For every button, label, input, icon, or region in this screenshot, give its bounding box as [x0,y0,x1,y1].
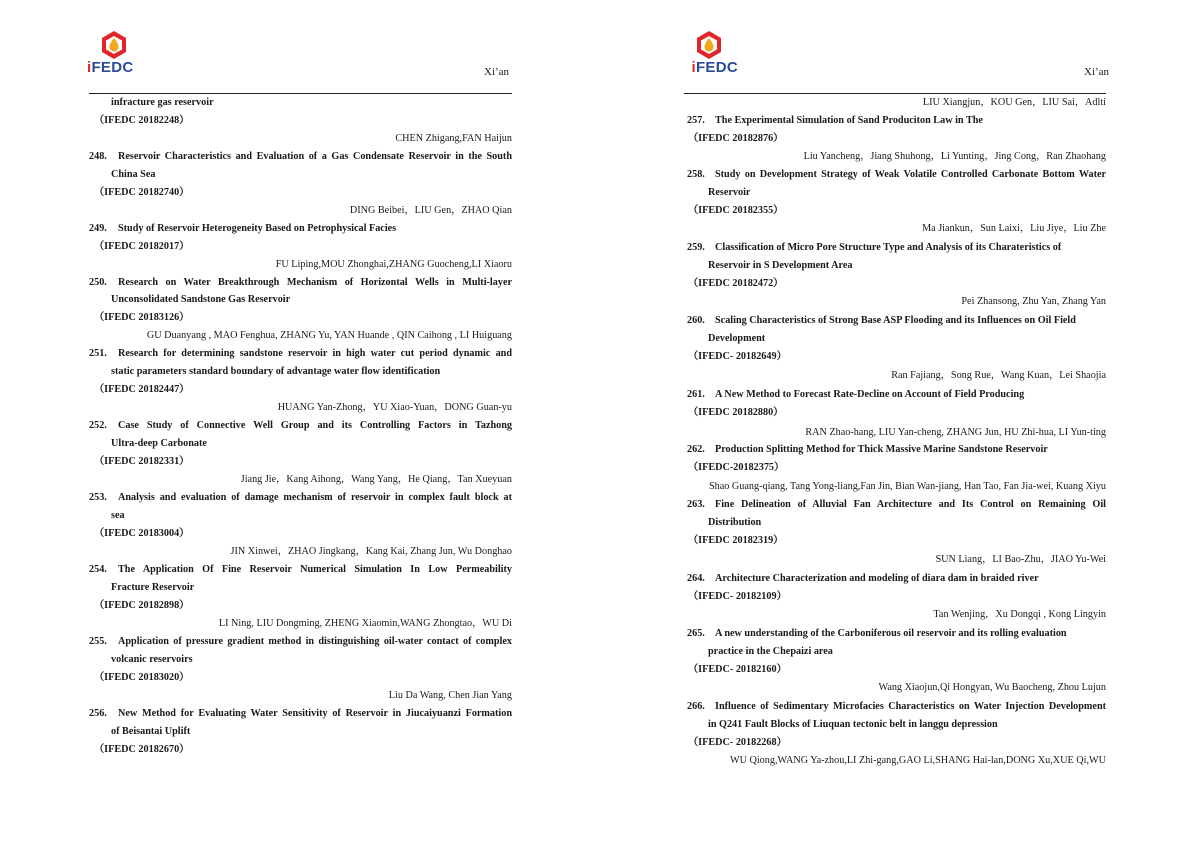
entry-number: 255. [89,636,107,647]
entry-number: 252. [89,420,107,431]
entry-number: 257. [687,115,705,126]
entry-number: 256. [89,708,107,719]
entry-authors: Wang Xiaojun,Qi Hongyan, Wu Baocheng, Zhou Lujun [878,682,1106,693]
entry-number: 251. [89,348,107,359]
entry-authors: RAN Zhao-hang, LIU Yan-cheng, ZHANG Jun, HU Zhi-hua, LI Yun-ting [805,427,1106,438]
entry-authors: Liu Da Wang, Chen Jian Yang [388,690,512,701]
entry-code: （IFEDC 20182331） [94,456,190,467]
entry-authors: WU Qiong,WANG Ya-zhou,LI Zhi-gang,GAO Li,SHANG Hai-lan,DONG Xu,XUE Qi,WU [729,755,1106,766]
entry-code: （IFEDC 20182876） [688,133,784,144]
entry-number: 253. [89,492,107,503]
entry-authors: Jiang Jie，Kang Aihong，Wang Yang，He Qiang，Tan Xueyuan [240,474,512,485]
entry-code: （IFEDC- 20182649） [688,351,787,362]
entry-authors: Liu Yancheng，Jiang Shuhong，Li Yunting，Jing Cong，Ran Zhaohang [803,151,1106,162]
entry-authors: CHEN Zhigang,FAN Haijun [395,133,512,144]
entry-code: （IFEDC 20182319） [688,535,784,546]
header-rule [89,93,512,94]
entry-number: 248. [89,151,107,162]
entry-title: Case Study of Connective Well Group and its Controlling Factors in Tazhong [118,420,512,431]
entry-number: 261. [687,389,705,400]
entry-title: Reservoir Characteristics and Evaluation of a Gas Condensate Reservoir in the South [118,151,512,162]
entry-code: （IFEDC 20183126） [94,312,190,323]
entry-number: 254. [89,564,107,575]
entry-code: （IFEDC- 20182160） [688,664,787,675]
entry-number: 263. [687,499,705,510]
entry-code: （IFEDC-20182375） [688,462,785,473]
entry-authors: GU Duanyang , MAO Fenghua, ZHANG Yu, YAN Huande , QIN Caihong , LI Huiguang [146,330,512,341]
entry-title: New Method for Evaluating Water Sensitivity of Reservoir in Jiucaiyuanzi Formation [118,708,512,719]
entry-title: Classification of Micro Pore Structure Type and Analysis of its Charateristics of [715,242,1062,253]
entry-code: （IFEDC- 20182268） [688,737,787,748]
entry-title-cont: practice in the Chepaizi area [708,646,833,657]
entry-title: The Experimental Simulation of Sand Produciton Law in The [715,115,983,126]
entry-code: （IFEDC 20182248） [94,115,190,126]
entry-title-cont: Unconsolidated Sandstone Gas Reservoir [111,294,291,305]
header-rule [684,93,1106,94]
entry-title: Study of Reservoir Heterogeneity Based on Petrophysical Facies [118,223,397,234]
entry-title: Architecture Characterization and modeling of diara dam in braided river [715,573,1039,584]
entry-title-cont: Ultra-deep Carbonate [111,438,207,449]
entry-code: （IFEDC 20182355） [688,205,784,216]
entry-number: 260. [687,315,705,326]
entry-number: 262. [687,444,705,455]
entry-title: Research for determining sandstone reservoir in high water cut period dynamic and [118,348,512,359]
entry-title-cont: volcanic reservoirs [111,654,193,665]
entry-number: 249. [89,223,107,234]
entry-code: （IFEDC 20182740） [94,187,190,198]
entry-title-cont: Development [708,333,766,344]
entry-authors: HUANG Yan-Zhong，YU Xiao-Yuan，DONG Guan-yu [277,402,512,413]
entry-title: Analysis and evaluation of damage mechanism of reservoir in complex fault block at [118,492,512,503]
entry-code: （IFEDC 20182880） [688,407,784,418]
entry-title: Study on Development Strategy of Weak Volatile Controlled Carbonate Bottom Water [715,169,1106,180]
entry-title: Scaling Characteristics of Strong Base ASP Flooding and its Influences on Oil Field [715,315,1076,326]
entry-code: （IFEDC 20182017） [94,241,190,252]
entry-title: Influence of Sedimentary Microfacies Characteristics on Water Injection Development [715,701,1106,712]
entry-title-cont: sea [111,510,125,521]
entry-title-cont: of Beisantai Uplift [111,726,191,737]
oil-drop-logo-icon [100,30,128,60]
entry-authors: Shao Guang-qiang, Tang Yong-liang,Fan Jin, Bian Wan-jiang, Han Tao, Fan Jia-wei, Kuang Xiyu [709,481,1106,492]
right-page [596,0,1192,842]
entry-authors: Pei Zhansong, Zhu Yan, Zhang Yan [961,296,1106,307]
entry-title-cont: static parameters standard boundary of advantage water flow identification [111,366,441,377]
entry-title-cont: Reservoir in S Development Area [708,260,853,271]
header-location: Xi’an [484,66,510,78]
entry-authors: SUN Liang，LI Bao-Zhu，JIAO Yu-Wei [935,554,1106,565]
ifedc-logo [87,30,139,78]
entry-number: 265. [687,628,705,639]
ifedc-logo [682,30,738,78]
entry-title: The Application Of Fine Reservoir Numerical Simulation In Low Permeability [118,564,512,575]
entry-code: （IFEDC 20182670） [94,744,190,755]
entry-title: A New Method to Forecast Rate-Decline on Account of Field Producing [715,389,1025,400]
entry-title-cont: Distribution [708,517,762,528]
header-location: Xi’an [1084,66,1110,78]
entry-title: A new understanding of the Carboniferous oil reservoir and its rolling evaluation [715,628,1067,639]
entry-code: （IFEDC- 20182109） [688,591,787,602]
oil-drop-logo-icon [695,30,723,60]
entry-authors: LI Ning, LIU Dongming, ZHENG Xiaomin,WANG Zhongtao，WU Di [218,618,512,629]
entry-title-cont: Reservoir [708,187,751,198]
entry-number: 259. [687,242,705,253]
entry-authors: LIU Xiangjun，KOU Gen，LIU Sai，Adlti [922,97,1106,108]
entry-title: Research on Water Breakthrough Mechanism of Horizontal Wells in Multi-layer [118,277,512,288]
entry-title: Production Splitting Method for Thick Massive Marine Sandstone Reservoir [715,444,1048,455]
entry-code: （IFEDC 20182472） [688,278,784,289]
entry-number: 250. [89,277,107,288]
entry-authors: FU Liping,MOU Zhonghai,ZHANG Guocheng,LI Xiaoru [275,259,512,270]
logo-text: iFEDC [691,59,738,76]
entry-code: （IFEDC 20182898） [94,600,190,611]
entry-authors: Ma Jiankun，Sun Laixi，Liu Jiye，Liu Zhe [922,223,1106,234]
entry-title: infracture gas reservoir [111,97,214,108]
entry-authors: Ran Fajiang，Song Rue，Wang Kuan，Lei Shaojia [891,370,1106,381]
entry-code: （IFEDC 20183020） [94,672,190,683]
entry-authors: JIN Xinwei，ZHAO Jingkang，Kang Kai, Zhang Jun, Wu Donghao [230,546,512,557]
entry-title: Fine Delineation of Alluvial Fan Architecture and Its Control on Remaining Oil [715,499,1106,510]
logo-text: iFEDC [87,59,134,76]
entry-authors: Tan Wenjing，Xu Dongqi , Kong Lingyin [933,609,1106,620]
entry-title-cont: China Sea [111,169,156,180]
entry-title: Application of pressure gradient method in distinguishing oil-water contact of complex [118,636,512,647]
entry-number: 266. [687,701,705,712]
entry-code: （IFEDC 20183004） [94,528,190,539]
entry-title-cont: Fracture Reservoir [111,582,195,593]
entry-number: 258. [687,169,705,180]
entry-number: 264. [687,573,705,584]
entry-code: （IFEDC 20182447） [94,384,190,395]
entry-authors: DING Beibei，LIU Gen，ZHAO Qian [349,205,512,216]
entry-title-cont: in Q241 Fault Blocks of Liuquan tectonic belt in langgu depression [708,719,998,730]
